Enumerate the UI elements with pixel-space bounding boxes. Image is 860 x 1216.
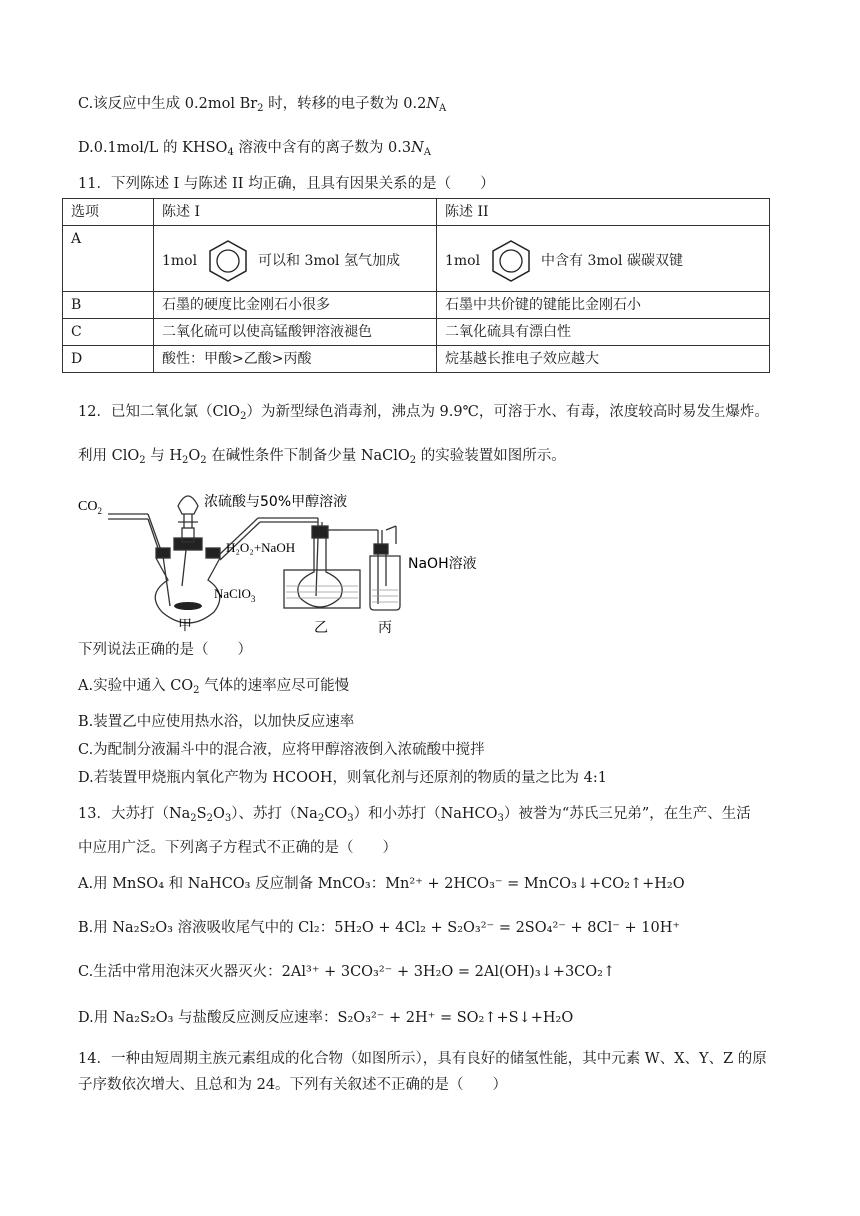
q13-stem-line2: 中应用广泛。下列离子方程式不正确的是（ ） (78, 840, 397, 856)
benzene-ring-icon (206, 239, 250, 283)
row-label: A (63, 226, 154, 292)
q13-option-a: A.用 MnSO₄ 和 NaHCO₃ 反应制备 MnCO₃：Mn²⁺ + 2HCO₃⁻ = MnCO₃↓+CO₂↑+H₂O (78, 876, 685, 892)
q12-option-b: B.装置乙中应使用热水浴，以加快反应速率 (78, 714, 355, 730)
table-row (63, 319, 770, 346)
header-option: 选项 (63, 199, 154, 226)
statement-1-cell: 1mol 可以和 3mol 氢气加成 (154, 226, 437, 292)
table-row (63, 346, 770, 373)
header-statement-1: 陈述 I (154, 199, 437, 226)
q12-option-d: D.若装置甲烧瓶内氧化产物为 HCOOH，则氧化剂与还原剂的物质的量之比为 4:1 (78, 770, 607, 786)
bing-reagent-label: NaOH溶液 (408, 556, 477, 572)
table-row (63, 226, 770, 292)
q12-option-c: C.为配制分液漏斗中的混合液，应将甲醇溶液倒入浓硫酸中搅拌 (78, 742, 485, 758)
q13-option-c: C.生活中常用泡沫灭火器灭火：2Al³⁺ + 3CO₃²⁻ + 3H₂O = 2Al(OH)₃↓+3CO₂↑ (78, 964, 616, 980)
q12-option-a: A.实验中通入 $CO_2$ 气体的速率应尽可能慢 (78, 678, 350, 696)
q10-option-d: D.0.1mol/L 的 $KHSO_4$ 溶液中含有的离子数为 $0.3N_A$ (78, 140, 432, 158)
yi-label: 乙 (314, 620, 328, 636)
statement-1-cell: 二氧化硫可以使高锰酸钾溶液褪色 (154, 319, 437, 346)
statement-1-cell: 酸性：甲酸>乙酸>丙酸 (154, 346, 437, 373)
statement-2-cell: 1mol 中含有 3mol 碳碳双键 (437, 226, 770, 292)
co2-label: $CO_2$ (78, 499, 102, 516)
q11-table (62, 198, 770, 373)
q12-question: 下列说法正确的是（ ） (78, 642, 252, 658)
q13-option-d: D.用 Na₂S₂O₃ 与盐酸反应测反应速率：S₂O₃²⁻ + 2H⁺ = SO₂↑+S↓+H₂O (78, 1010, 574, 1026)
table-header-row (63, 199, 770, 226)
q12-stem-line1: 12．已知二氧化氯（ClO$_2$）为新型绿色消毒剂，沸点为 9.9℃，可溶于水、有毒，浓度较高时易发生爆炸。 (78, 404, 769, 422)
benzene-ring-icon (489, 239, 533, 283)
jia-label: 甲 (178, 618, 192, 634)
q11-stem: 11．下列陈述 I 与陈述 II 均正确，且具有因果关系的是（ ） (78, 176, 495, 192)
row-label: B (63, 292, 154, 319)
yi-reagent-label: H₂O₂+NaOH (226, 540, 296, 555)
statement-2-cell: 烷基越长推电子效应越大 (437, 346, 770, 373)
apparatus-diagram (78, 486, 518, 636)
statement-2-cell: 二氧化硫具有漂白性 (437, 319, 770, 346)
funnel-label: 浓硫酸与50%甲醇溶液 (204, 494, 348, 510)
q10-option-c: C.该反应中生成 0.2mol $Br_2$ 时，转移的电子数为 $0.2N_A$ (78, 96, 447, 114)
flask-label: NaClO$_3$ (214, 586, 256, 604)
table-row (63, 292, 770, 319)
q14-stem: 14．一种由短周期主族元素组成的化合物（如图所示），具有良好的储氢性能，其中元素 W、X、Y、Z 的原子序数依次增大、且总和为 24。下列有关叙述不正确的是（ ） (78, 1051, 767, 1093)
header-statement-2: 陈述 II (437, 199, 770, 226)
row-label: C (63, 319, 154, 346)
bing-label: 丙 (378, 620, 392, 636)
row-label: D (63, 346, 154, 373)
statement-1-cell: 石墨的硬度比金刚石小很多 (154, 292, 437, 319)
q12-stem-line2: 利用 ClO$_2$ 与 $H_2O_2$ 在碱性条件下制备少量 NaClO$_2$ 的实验装置如图所示。 (78, 448, 566, 466)
statement-2-cell: 石墨中共价键的键能比金刚石小 (437, 292, 770, 319)
q13-stem-line1: 13．大苏打$(Na_2S_2O_3)$、苏打$(Na_2CO_3)$和小苏打（NaHCO$_3$）被誉为“苏氏三兄弟”，在生产、生活 (78, 806, 751, 824)
q13-option-b: B.用 Na₂S₂O₃ 溶液吸收尾气中的 Cl₂：5H₂O + 4Cl₂ + S₂O₃²⁻ = 2SO₄²⁻ + 8Cl⁻ + 10H⁺ (78, 920, 681, 936)
